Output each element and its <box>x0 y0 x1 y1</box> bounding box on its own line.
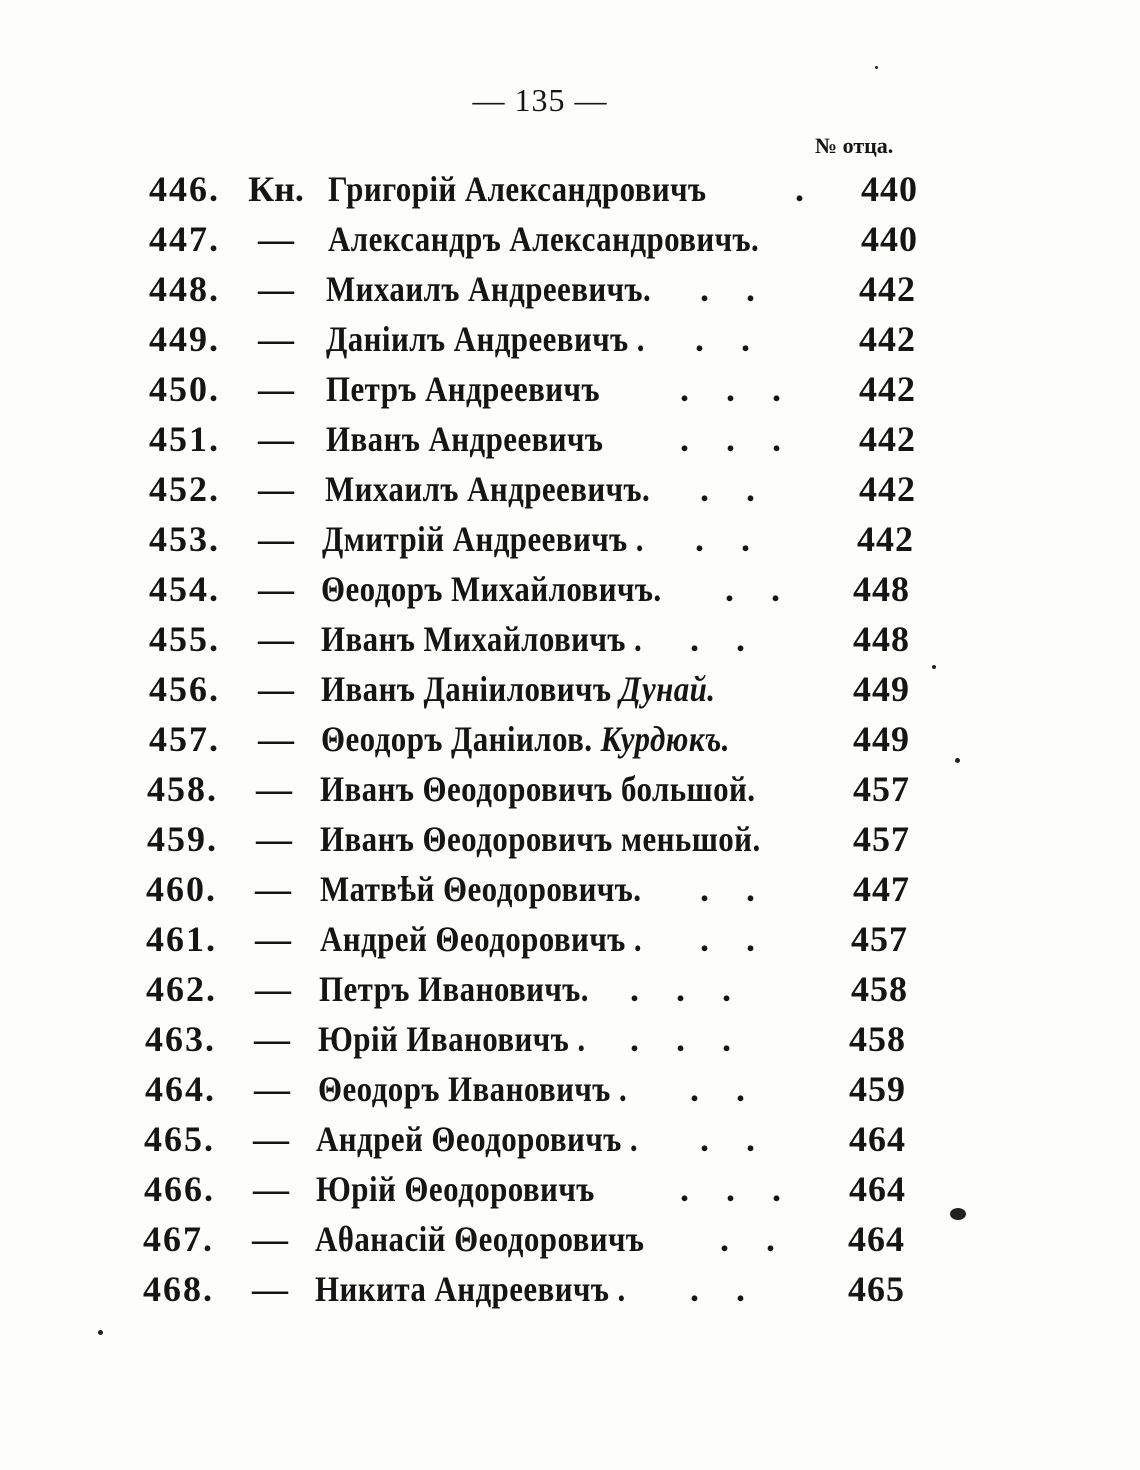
entry-title: Кн. <box>248 169 304 209</box>
list-item <box>0 464 1140 514</box>
entry-title: — <box>253 1169 289 1209</box>
father-number: 464 <box>848 1219 905 1259</box>
entry-number: 468. <box>143 1269 214 1309</box>
leader-dots: . . <box>690 1269 759 1309</box>
entry-title: — <box>258 369 294 409</box>
entry-title: — <box>256 769 292 809</box>
entry-name <box>318 1064 627 1114</box>
father-number: 442 <box>859 319 916 359</box>
entry-name-text: Иванъ Θеодоровичъ меньшой. <box>320 819 761 859</box>
entry-title: — <box>258 469 294 509</box>
entry-title: — <box>254 1069 290 1109</box>
entry-title: — <box>258 319 294 359</box>
entry-title: — <box>255 869 291 909</box>
entry-name <box>328 214 759 264</box>
entry-name <box>320 764 755 814</box>
father-number: 465 <box>848 1269 905 1309</box>
father-number: 448 <box>853 619 910 659</box>
leader-dots: . . . <box>680 369 795 409</box>
father-number: 448 <box>853 569 910 609</box>
entry-name <box>325 464 650 514</box>
entry-name-text: Михаилъ Андреевичъ. <box>326 269 652 309</box>
entry-name-text: Иванъ Андреевичъ <box>326 419 604 459</box>
entry-number: 456. <box>149 669 220 709</box>
entry-name <box>321 564 662 614</box>
list-item <box>0 564 1140 614</box>
entry-name <box>319 964 589 1014</box>
entry-number: 467. <box>143 1219 214 1259</box>
entry-number: 457. <box>149 719 220 759</box>
leader-dots: . . . <box>680 419 795 459</box>
entry-name-text: Петръ Андреевичъ <box>326 369 600 409</box>
entry-number: 449. <box>149 319 220 359</box>
entry-name <box>316 1164 595 1214</box>
entry-title: — <box>258 619 294 659</box>
entry-name <box>315 1264 626 1314</box>
entry-name-text: Иванъ Θеодоровичъ большой. <box>320 769 756 809</box>
leader-dots: . . . <box>630 1019 745 1059</box>
father-number: 442 <box>859 419 916 459</box>
entry-title: — <box>258 669 294 709</box>
entry-name-text: Дмитрій Андреевичъ . <box>322 519 644 559</box>
entry-title: — <box>253 1119 289 1159</box>
entry-name <box>321 614 642 664</box>
father-number: 442 <box>857 519 914 559</box>
list-item <box>0 264 1140 314</box>
entry-name-text: Иванъ Даніиловичъ <box>321 669 612 709</box>
entry-name-text: Аθанасій Θеодоровичъ <box>315 1219 645 1259</box>
ink-speck <box>875 66 878 69</box>
leader-dots: . . . <box>630 969 745 1009</box>
leader-dots: . . <box>690 1069 759 1109</box>
father-number: 442 <box>859 269 916 309</box>
list-item <box>0 964 1140 1014</box>
entry-name <box>316 1114 638 1164</box>
entry-name <box>326 414 603 464</box>
entry-title: — <box>256 819 292 859</box>
list-item <box>0 314 1140 364</box>
entry-number: 463. <box>145 1019 216 1059</box>
list-item <box>0 164 1140 214</box>
leader-dots: . . <box>700 1119 769 1159</box>
entry-number: 460. <box>146 869 217 909</box>
list-item <box>0 714 1140 764</box>
list-item <box>0 1114 1140 1164</box>
list-item <box>0 914 1140 964</box>
father-number: 464 <box>849 1119 906 1159</box>
list-item <box>0 864 1140 914</box>
list-item <box>0 414 1140 464</box>
list-item <box>0 1264 1140 1314</box>
entry-title: — <box>254 1019 290 1059</box>
entry-title: — <box>258 269 294 309</box>
father-number: 458 <box>849 1019 906 1059</box>
leader-dots: . . <box>700 869 769 909</box>
ink-speck <box>98 1330 103 1335</box>
father-number: 457 <box>853 819 910 859</box>
entry-number: 451. <box>149 419 220 459</box>
entry-name-text: Михаилъ Андреевичъ. <box>325 469 651 509</box>
list-item <box>0 614 1140 664</box>
father-number: 457 <box>853 769 910 809</box>
entry-title: — <box>255 969 291 1009</box>
father-number: 464 <box>849 1169 906 1209</box>
entry-number: 461. <box>146 919 217 959</box>
entry-title: — <box>258 519 294 559</box>
entry-name <box>328 164 706 214</box>
entry-name <box>326 364 600 414</box>
entry-name-text: Даніилъ Андреевичъ . <box>326 319 645 359</box>
leader-dots: . <box>795 169 818 209</box>
father-number: 459 <box>849 1069 906 1109</box>
entry-number: 452. <box>149 469 220 509</box>
father-column-header: № отца. <box>815 133 894 158</box>
father-number: 449 <box>853 669 910 709</box>
leader-dots: . . . <box>680 1169 795 1209</box>
leader-dots: . . <box>725 569 794 609</box>
leader-dots: . . <box>695 519 764 559</box>
leader-dots: . . <box>700 269 769 309</box>
entry-number: 465. <box>144 1119 215 1159</box>
entry-name <box>326 264 651 314</box>
leader-dots: . . <box>695 319 764 359</box>
leader-dots: . . <box>700 919 769 959</box>
father-number: 449 <box>853 719 910 759</box>
entry-name-text: Андрей Θеодоровичъ . <box>316 1119 639 1159</box>
entry-name-text: Θеодоръ Михайловичъ. <box>321 569 662 609</box>
entry-title: — <box>252 1269 288 1309</box>
entry-name-text: Петръ Ивановичъ. <box>319 969 589 1009</box>
leader-dots: . . <box>720 1219 789 1259</box>
entry-name <box>320 814 761 864</box>
father-number: 458 <box>851 969 908 1009</box>
ink-speck <box>932 665 936 669</box>
ink-speck <box>955 758 960 763</box>
father-number: 440 <box>861 219 918 259</box>
entry-name-text: Матвѣй Θеодоровичъ. <box>320 869 642 909</box>
entry-epithet: Дунай. <box>619 669 716 709</box>
entry-name <box>315 1214 644 1264</box>
genealogy-list <box>0 164 1140 1314</box>
father-number: 442 <box>859 469 916 509</box>
entry-title: — <box>258 219 294 259</box>
father-number: 447 <box>853 869 910 909</box>
entry-number: 466. <box>144 1169 215 1209</box>
entry-name <box>326 314 645 364</box>
entry-number: 459. <box>147 819 218 859</box>
entry-title: — <box>258 419 294 459</box>
entry-name <box>321 664 715 714</box>
entry-number: 453. <box>149 519 220 559</box>
entry-name-text: Юрій Ивановичъ . <box>318 1019 586 1059</box>
father-number: 440 <box>861 169 918 209</box>
entry-epithet: Курдюкъ. <box>600 719 730 759</box>
list-item <box>0 214 1140 264</box>
entry-title: — <box>258 569 294 609</box>
father-number: 442 <box>859 369 916 409</box>
entry-name-text: Григорій Александровичъ <box>328 169 707 209</box>
entry-name-text: Александръ Александровичъ. <box>328 219 760 259</box>
entry-name-text: Никита Андреевичъ . <box>315 1269 626 1309</box>
entry-name <box>320 864 641 914</box>
entry-number: 446. <box>149 169 220 209</box>
entry-number: 462. <box>146 969 217 1009</box>
entry-name <box>318 1014 586 1064</box>
entry-number: 464. <box>145 1069 216 1109</box>
entry-name-text: Θеодоръ Даніилов. <box>321 719 593 759</box>
entry-title: — <box>258 719 294 759</box>
list-item <box>0 814 1140 864</box>
list-item <box>0 764 1140 814</box>
entry-title: — <box>255 919 291 959</box>
entry-number: 458. <box>147 769 218 809</box>
entry-number: 450. <box>149 369 220 409</box>
entry-number: 454. <box>149 569 220 609</box>
entry-name <box>321 714 730 764</box>
entry-number: 447. <box>149 219 220 259</box>
list-item <box>0 664 1140 714</box>
ink-speck <box>950 1208 966 1220</box>
entry-name <box>322 514 644 564</box>
page-number: — 135 — <box>472 82 608 118</box>
list-item <box>0 364 1140 414</box>
list-item <box>0 1214 1140 1264</box>
entry-name-text: Иванъ Михайловичъ . <box>321 619 643 659</box>
list-item <box>0 1014 1140 1064</box>
entry-name-text: Θеодоръ Ивановичъ . <box>318 1069 628 1109</box>
father-number: 457 <box>851 919 908 959</box>
entry-number: 455. <box>149 619 220 659</box>
list-item <box>0 1064 1140 1114</box>
entry-number: 448. <box>149 269 220 309</box>
leader-dots: . . <box>700 469 769 509</box>
list-item <box>0 514 1140 564</box>
leader-dots: . . <box>690 619 759 659</box>
entry-name-text: Юрій Θеодоровичъ <box>316 1169 595 1209</box>
entry-name <box>320 914 642 964</box>
entry-title: — <box>252 1219 288 1259</box>
entry-name-text: Андрей Θеодоровичъ . <box>320 919 643 959</box>
list-item <box>0 1164 1140 1214</box>
